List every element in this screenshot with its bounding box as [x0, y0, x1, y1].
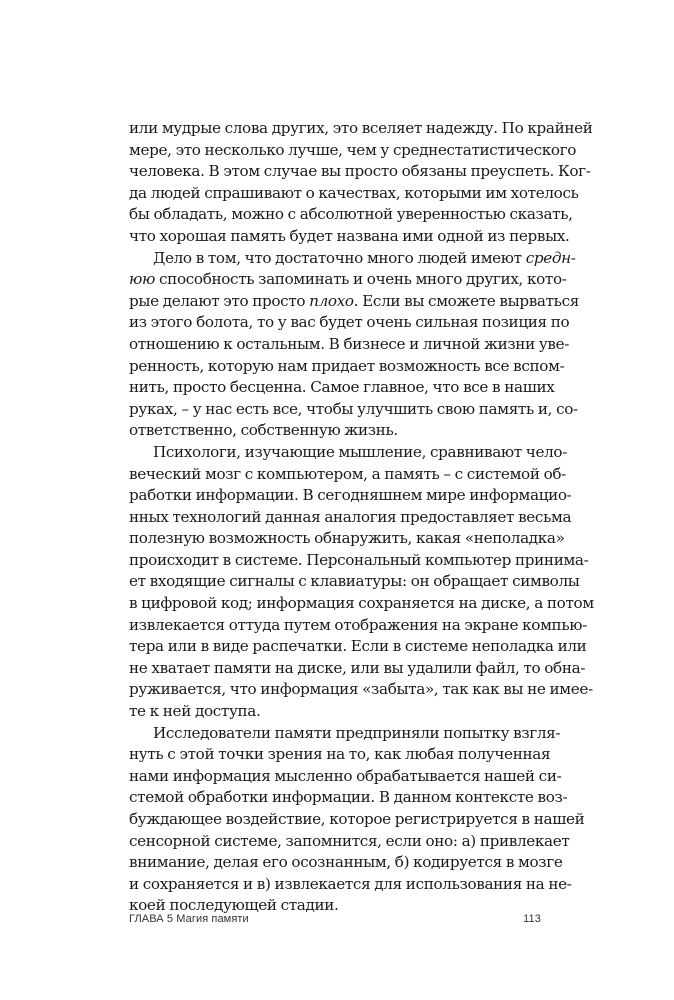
text-line: рые делают это просто плохо. Если вы сможете вырваться [129, 291, 579, 310]
text-line: мере, это несколько лучше, чем у среднестатистического [129, 140, 577, 159]
text-line: извлекается оттуда путем отображения на экране компью- [129, 615, 587, 634]
text-line: или мудрые слова других, это вселяет надежду. По крайней [129, 119, 593, 137]
page-body [129, 118, 594, 917]
text-line: буждающее воздействие, которое регистрируется в нашей [129, 810, 585, 828]
text-line: не хватает памяти на диске, или вы удалили файл, то обна- [129, 658, 586, 677]
running-footer-chapter: ГЛАВА 5 Магия памяти [129, 913, 249, 925]
text-line: и сохраняется и в) извлекается для использования на не- [129, 874, 572, 893]
text-line: что хорошая память будет названа ими одной из первых. [129, 226, 570, 245]
text-line: те к ней доступа. [129, 702, 261, 721]
text-line: в цифровой код; информация сохраняется на диске, а потом [129, 594, 594, 613]
text-line: руках, – у нас есть все, чтобы улучшить свою память и, со- [129, 399, 578, 418]
text-line: нами информация мысленно обрабатывается нашей си- [129, 766, 562, 785]
text-line: нуть с этой точки зрения на то, как любая полученная [129, 745, 551, 764]
text-line: Психологи, изучающие мышление, сравнивают чело- [153, 442, 568, 461]
text-line: коей последующей стадии. [129, 896, 339, 915]
text-line: ответственно, собственную жизнь. [129, 421, 398, 440]
paragraph [129, 442, 594, 723]
text-line: работки информации. В сегодняшнем мире информацио- [129, 486, 572, 505]
text-line: полезную возможность обнаружить, какая «неполадка» [129, 529, 565, 548]
text-line: Дело в том, что достаточно много людей имеют средн- [153, 248, 576, 267]
paragraph [129, 118, 593, 248]
text-line: из этого болота, то у вас будет очень сильная позиция по [129, 313, 570, 332]
text-line: ренность, которую нам придает возможность все вспом- [129, 356, 565, 375]
text-line: стемой обработки информации. В данном контексте воз- [129, 788, 568, 807]
text-line: тера или в виде распечатки. Если в системе неполадка или [129, 637, 587, 656]
text-line: происходит в системе. Персональный компьютер принима- [129, 550, 589, 569]
text-line: человека. В этом случае вы просто обязаны преуспеть. Ког- [129, 162, 591, 181]
text-line: внимание, делая его осознанным, б) кодируется в мозге [129, 853, 563, 872]
text-line: юю способность запоминать и очень много других, кото- [129, 270, 567, 289]
text-line: ет входящие сигналы с клавиатуры: он обращает символы [129, 572, 580, 591]
page-number: 113 [523, 913, 541, 925]
paragraph [129, 723, 585, 917]
text-line: Исследователи памяти предприняли попытку взгля- [153, 723, 561, 742]
text-line: сенсорной системе, запомнится, если оно: а) привлекает [129, 831, 570, 850]
text-line: бы обладать, можно с абсолютной уверенностью сказать, [129, 205, 573, 224]
text-line: да людей спрашивают о качествах, которыми им хотелось [129, 183, 579, 202]
text-line: нить, просто бесценна. Самое главное, что все в наших [129, 378, 555, 397]
text-line: веческий мозг с компьютером, а память – с системой об- [129, 464, 566, 483]
text-line: руживается, что информация «забыта», так как вы не имее- [129, 680, 593, 699]
paragraph [129, 248, 579, 442]
text-line: отношению к остальным. В бизнесе и личной жизни уве- [129, 334, 570, 353]
text-line: нных технологий данная аналогия предоставляет весьма [129, 507, 572, 526]
